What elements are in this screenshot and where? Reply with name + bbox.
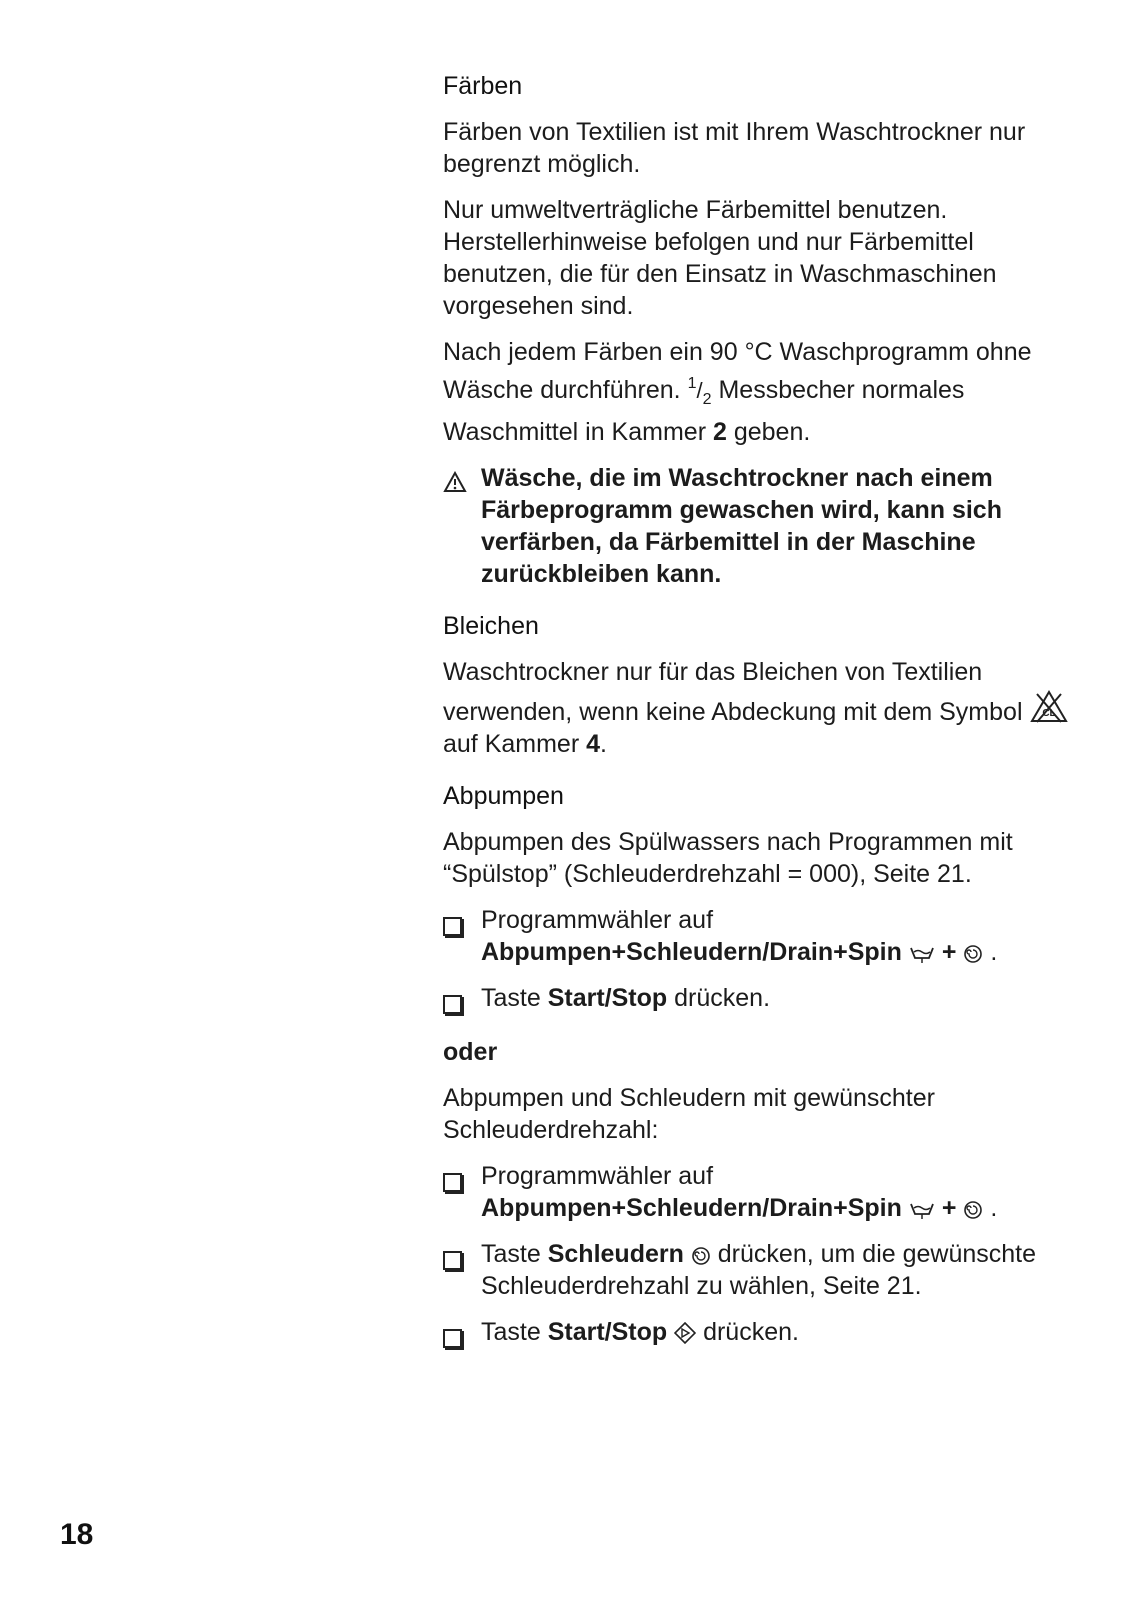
heading-faerben: Färben [443, 72, 523, 100]
chamber-number: 4 [586, 730, 601, 758]
checkbox-bullet-icon [443, 982, 481, 1022]
spin-icon [956, 938, 990, 966]
checkbox-bullet-icon [443, 1160, 481, 1224]
plus-sign: + [941, 1194, 957, 1222]
paragraph: Abpumpen und Schleudern mit gewünschter Schleuderdrehzahl: [443, 1084, 935, 1144]
text: Nach jedem Färben ein 90 °C Waschprogramm ohne Wäsche durchführen. [443, 338, 1032, 404]
text: drücken. [703, 1318, 799, 1346]
text: . [600, 730, 607, 758]
text: Taste [481, 1240, 541, 1268]
heading-bleichen: Bleichen [443, 612, 539, 640]
text: auf Kammer [443, 730, 580, 758]
drain-icon [909, 1194, 942, 1222]
warning-block [443, 462, 1083, 590]
paragraph [443, 336, 1083, 448]
checkbox-bullet-icon [443, 904, 481, 968]
text: drücken, um die gewünschte Schleuderdrehzahl zu wählen, Seite 21. [481, 1240, 1037, 1300]
button-name: Start/Stop [547, 1318, 668, 1346]
oder-label: oder [443, 1038, 498, 1066]
text: drücken. [674, 984, 771, 1012]
list-item [443, 1160, 1083, 1224]
text: . [990, 938, 998, 966]
plus-sign: + [941, 938, 957, 966]
text: Taste [481, 984, 541, 1012]
text: Waschtrockner nur für das Bleichen von Textilien verwenden, wenn keine Abdeckung mit dem Symbol [443, 658, 1023, 726]
paragraph: Färben von Textilien ist mit Ihrem Waschtrockner nur begrenzt möglich. [443, 118, 1026, 178]
program-name: Abpumpen+Schleudern/Drain+Spin [481, 1194, 902, 1222]
chamber-number: 2 [712, 418, 727, 446]
text: geben. [733, 418, 811, 446]
text: . [990, 1194, 998, 1222]
text: Messbecher normales Waschmittel in Kammer [443, 376, 965, 446]
list-item [443, 904, 1083, 968]
page-number: 18 [60, 1518, 94, 1551]
start-stop-icon [674, 1318, 703, 1346]
text: Taste [481, 1318, 541, 1346]
checkbox-bullet-icon [443, 1238, 481, 1302]
list-item [443, 982, 1083, 1022]
content-column [443, 70, 1083, 1370]
button-name: Schleudern [547, 1240, 684, 1268]
warning-icon [443, 462, 481, 590]
text: Programmwähler auf [481, 1162, 714, 1190]
heading-abpumpen: Abpumpen [443, 782, 564, 810]
text: Programmwähler auf [481, 906, 714, 934]
paragraph [443, 656, 1083, 760]
fraction-numerator: 1 [687, 375, 697, 392]
fraction-slash: / [696, 378, 703, 403]
paragraph: Abpumpen des Spülwassers nach Programmen mit “Spülstop” (Schleuderdrehzahl = 000), Seite 21. [443, 828, 1013, 888]
checkbox-bullet-icon [443, 1316, 481, 1356]
no-chlorine-bleach-icon [1029, 698, 1069, 726]
program-name: Abpumpen+Schleudern/Drain+Spin [481, 938, 902, 966]
drain-icon [909, 938, 942, 966]
button-name: Start/Stop [547, 984, 668, 1012]
fraction-denominator: 2 [702, 391, 712, 408]
warning-text: Wäsche, die im Waschtrockner nach einem Färbeprogramm gewaschen wird, kann sich verfärben, da Färbemittel in der Maschine zurückbleiben kann. [481, 464, 1002, 588]
paragraph: Nur umweltverträgliche Färbemittel benutzen. Herstellerhinweise befolgen und nur Färbemittel benutzen, die für den Einsatz in Waschmaschinen vorgesehen sind. [443, 196, 997, 320]
spin-icon [956, 1194, 990, 1222]
list-item [443, 1316, 1083, 1356]
list-item [443, 1238, 1083, 1302]
svg-text:CL: CL [1042, 708, 1057, 719]
spin-icon [691, 1240, 718, 1268]
